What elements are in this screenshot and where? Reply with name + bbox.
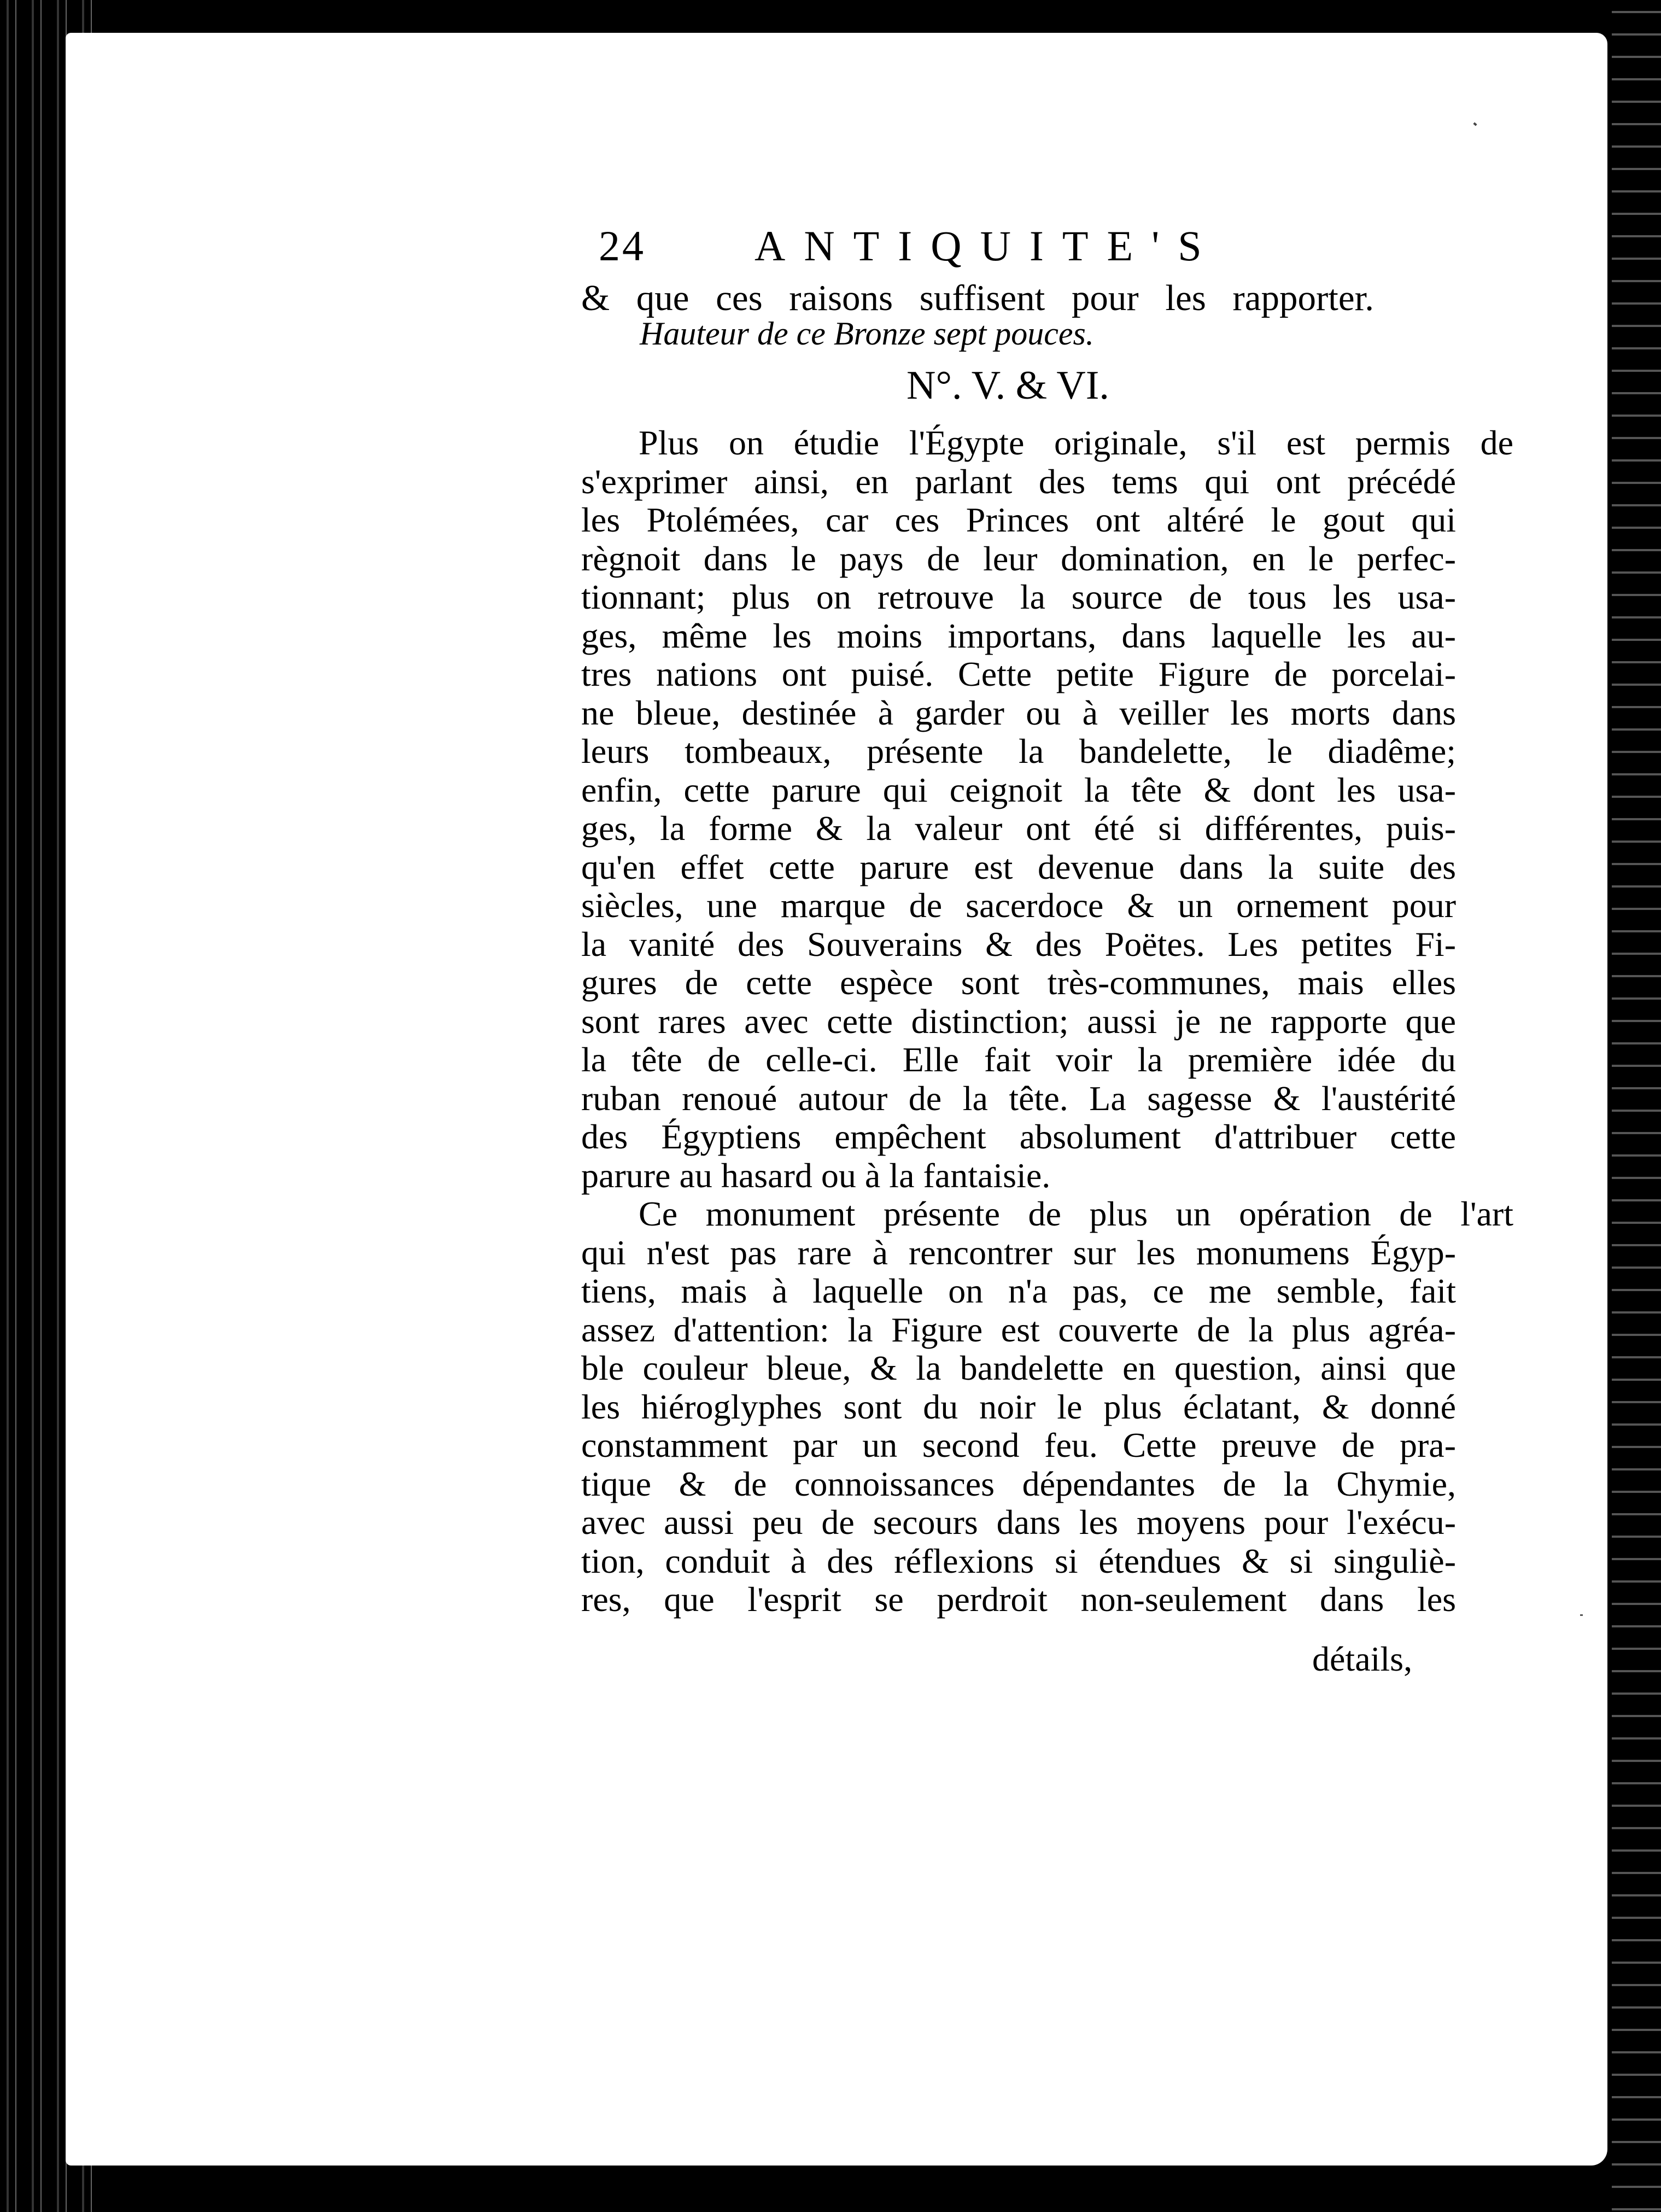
text-line: leurs tombeaux, présente la bandelette, le diadême; [581, 732, 1456, 771]
section-heading: N°. V. & VI. [906, 363, 1109, 408]
paragraph-1 [581, 423, 1513, 1195]
text-line: ges, la forme & la valeur ont été si différentes, puis- [581, 809, 1456, 848]
text-line: enfin, cette parure qui ceignoit la tête & dont les usa- [581, 770, 1456, 809]
text-line: la tête de celle-ci. Elle fait voir la première idée du [581, 1040, 1456, 1079]
text-line: la vanité des Souverains & des Poëtes. Les petites Fi- [581, 924, 1456, 964]
text-line: ble couleur bleue, & la bandelette en question, ainsi que [581, 1349, 1456, 1387]
text-line: des Égyptiens empêchent absolument d'attribuer cette [581, 1117, 1456, 1156]
text-line: les Ptolémées, car ces Princes ont altéré le gout qui [581, 500, 1456, 539]
paragraph-2 [581, 1194, 1513, 1619]
text-line: ges, même les moins importans, dans laquelle les au- [581, 616, 1456, 655]
catchword: détails, [1312, 1639, 1413, 1678]
text-line: tres nations ont puisé. Cette petite Figure de porcelai- [581, 655, 1456, 693]
page-number: 24 [599, 222, 646, 270]
text-line: siècles, une marque de sacerdoce & un ornement pour [581, 886, 1456, 925]
text-line: gures de cette espèce sont très-communes, mais elles [581, 963, 1456, 1002]
text-line: assez d'attention: la Figure est couverte de la plus agréa- [581, 1310, 1456, 1349]
continuation-line: & que ces raisons suffisent pour les rapporter. [581, 278, 1374, 318]
text-line: règnoit dans le pays de leur domination, en le perfec- [581, 539, 1456, 578]
scan-right-edge [1612, 0, 1661, 2212]
text-line: constamment par un second feu. Cette preuve de pra- [581, 1426, 1456, 1464]
running-title: ANTIQUITE'S [755, 222, 1220, 270]
text-line: les hiéroglyphes sont du noir le plus éclatant, & donné [581, 1387, 1456, 1426]
running-head [599, 221, 1304, 282]
paper-speck [1473, 122, 1477, 126]
height-note: Hauteur de ce Bronze sept pouces. [640, 316, 1094, 352]
text-line: res, que l'esprit se perdroit non-seulement dans les [581, 1580, 1456, 1619]
text-line: qu'en effet cette parure est devenue dans la suite des [581, 847, 1456, 886]
paper-speck [1580, 1614, 1583, 1616]
text-line: tiens, mais à laquelle on n'a pas, ce me semble, fait [581, 1271, 1456, 1310]
text-line: Ce monument présente de plus un opération de l'art [639, 1194, 1513, 1233]
text-line: ruban renoué autour de la tête. La sagesse & l'austérité [581, 1078, 1456, 1118]
text-line: tionnant; plus on retrouve la source de tous les usa- [581, 577, 1456, 616]
text-line: Plus on étudie l'Égypte originale, s'il est permis de [639, 423, 1513, 462]
text-line: s'exprimer ainsi, en parlant des tems qui ont précédé [581, 462, 1456, 501]
text-line: tique & de connoissances dépendantes de la Chymie, [581, 1464, 1456, 1503]
text-line: sont rares avec cette distinction; aussi je ne rapporte que [581, 1001, 1456, 1041]
text-line: qui n'est pas rare à rencontrer sur les monumens Égyp- [581, 1233, 1456, 1272]
text-line: ne bleue, destinée à garder ou à veiller les morts dans [581, 693, 1456, 732]
text-line: tion, conduit à des réflexions si étendues & si singuliè- [581, 1541, 1456, 1580]
text-line: avec aussi peu de secours dans les moyens pour l'exécu- [581, 1503, 1456, 1542]
text-line: parure au hasard ou à la fantaisie. [581, 1155, 1051, 1195]
